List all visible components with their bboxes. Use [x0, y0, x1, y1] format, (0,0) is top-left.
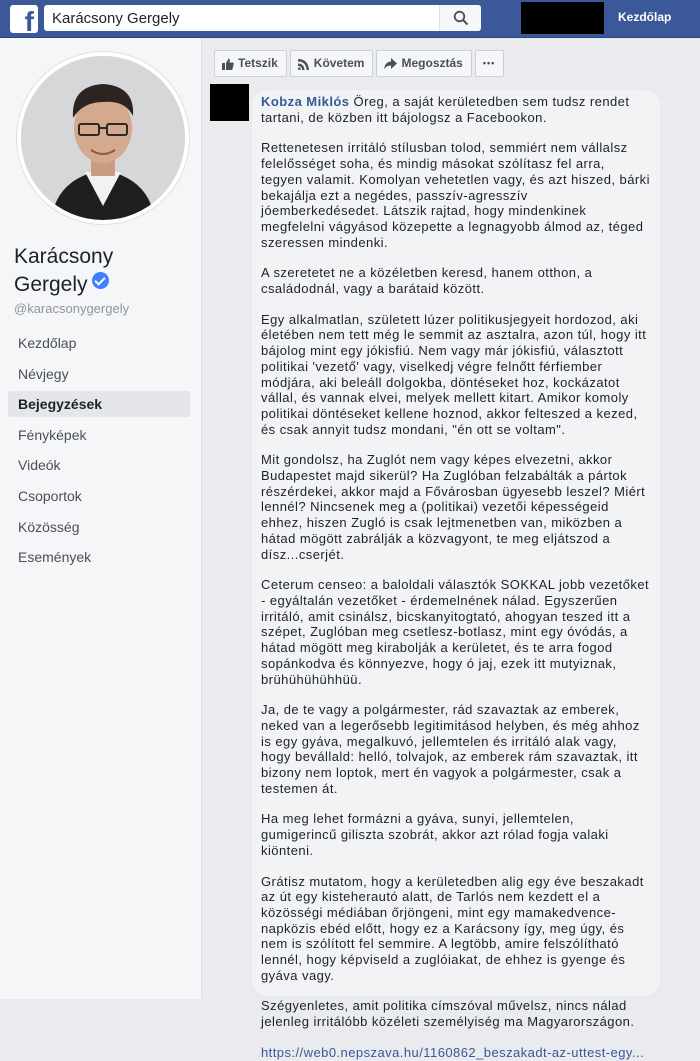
nav-item-groups[interactable]: Csoportok [18, 487, 82, 504]
follow-button[interactable] [290, 50, 374, 77]
search-icon [453, 10, 469, 26]
nav-item-videos[interactable]: Videók [18, 457, 61, 474]
comment-paragraph [261, 94, 650, 125]
profile-photo [21, 56, 185, 220]
comment-text: Öreg, a saját kerületedben sem tudsz rendet tartani, de közben itt bájologsz a Facebookon. [261, 94, 630, 125]
comment-paragraph: Grátisz mutatom, hogy a kerületedben alig egy éve beszakadt az út egy kisteherautó alatt, de Tarlós nem kezdett el a közösségi médiában őrjöngeni, mint egy mamakedvence-napközis ebéd előtt, hogy ez a Karácsony így, meg úgy, és nem is szólított fel semmire. A legtöbb, amire felszólítható lennél, hogy képviseld a zuglóiakat, de ehhez is gyenge és gyáva vagy. [261, 873, 644, 983]
comment-paragraph: Ceterum censeo: a baloldali választók SOKKAL jobb vezetőket - egyáltalán vezetőket - érdemelnének nálad. Egyszerűen irritáló, amit csinálsz, bicskanyitogtató, ahogyan teszed itt a szépet, Zuglóban meg csetlesz-botlasz, mint egy óvódás, a hátad mögött meg kirabolják a kerületet, és te arra fogod sopánkodva és könnyezve, hogy ó jaj, ezek itt mutyiznak, brühühühühhüü. [261, 577, 650, 687]
top-bar [0, 0, 700, 38]
like-label: Tetszik [238, 56, 278, 70]
facebook-logo-letter: f [24, 6, 34, 37]
rss-follow-icon [298, 58, 310, 70]
comment-paragraph: Ha meg lehet formázni a gyáva, sunyi, jellemtelen, gumigerincű giliszta szobrát, akkor azt rólad fogja valaki kiönteni. [261, 811, 609, 858]
comment-paragraph: Egy alkalmatlan, született lúzer politikusjegyeit hordozod, aki életében nem tett még le semmit az asztalra, azon túl, hogy itt bájolog mint egy jókisfiú. Nem vagy már jókisfiú, választott politikai 'vezető' vagy, viselkedj végre felnőtt férfiember módjára, aki beleáll dolgokba, döntéseket hoz, kockázatot vállal, és vannak elvei, melyek mellett kitart. Amikor komoly politikai döntéseket kellene hoznod, akkor felteszed a kezed, és csak annyit tudsz mondani, "én ott se voltam". [261, 311, 647, 437]
verified-badge-icon [92, 272, 109, 289]
search-value: Karácsony Gergely [52, 10, 180, 27]
comment-author[interactable]: Kobza Miklós [261, 94, 350, 109]
nav-item-community[interactable]: Közösség [18, 518, 80, 535]
comment-paragraph: A szeretetet ne a közéletben keresd, hanem otthon, a családodnál, vagy a barátaid között. [261, 265, 593, 297]
nav-item-posts[interactable]: Bejegyzések [8, 391, 190, 417]
profile-avatar[interactable] [17, 52, 189, 224]
nav-item-about[interactable]: Névjegy [18, 365, 69, 382]
comment-paragraph: Rettenetesen irritáló stílusban tolod, semmiért nem vállalsz felelősséget soha, és mindig másokat szólítasz fel arra, tegyen valamit. Komolyan vehetetlen vagy, és azt hiszed, bárki bekajálja ezt a negédes, passzív-agresszív jóemberkedésedet. Látszik rajtad, hogy mindenkinek megfelelni vágyásod közepette a legnagyobb álmod az, téged szeressen mindenki. [261, 140, 650, 250]
share-label: Megosztás [401, 56, 463, 70]
page-nav [8, 330, 190, 575]
like-button[interactable] [214, 50, 287, 77]
page-handle[interactable]: @karacsonygergely [14, 301, 130, 316]
page-title [14, 243, 194, 299]
share-arrow-icon [384, 58, 397, 70]
comment-bubble [252, 90, 660, 1060]
page-sidebar [0, 38, 202, 999]
nav-item-home[interactable]: Kezdőlap [18, 335, 77, 351]
page-actions [214, 50, 507, 77]
home-link[interactable]: Kezdőlap [618, 10, 672, 24]
share-button[interactable] [376, 50, 471, 77]
more-options-button[interactable] [475, 50, 504, 77]
redacted-user-block [521, 2, 604, 34]
thumbs-up-icon [222, 58, 234, 70]
comment-link[interactable]: https://web0.nepszava.hu/1160862_beszakadt-az-uttest-egy... [261, 1044, 645, 1060]
comment-paragraph: Ja, de te vagy a polgármester, rád szavaztak az emberek, neked van a legerősebb legitimitásod helyben, és még ahhoz is egy gyáva, megalkuvó, jellemtelen és irritáló alak vagy, hogy bevállald: helló, tolvajok, az emberek rám szavaztak, itt bizony nem loptok, mert én vagyok a polgármester, csak a testemen át. [261, 702, 640, 796]
search-input[interactable] [44, 5, 481, 31]
nav-item-photos[interactable]: Fényképek [18, 426, 87, 443]
search-button[interactable] [439, 5, 481, 31]
comment-paragraph: Mit gondolsz, ha Zuglót nem vagy képes elvezetni, akkor Budapestet majd sikerül? Ha Zuglóban felzabálták a pártok részérdekei, akkor majd a Fővárosban ügyesebb leszel? Miért lennél? Nincsenek meg a (politikai) vezetői képességeid ehhez, hiszen Zugló is csak lejtmenetben van, miközben a hátad mögött zabrálják a közvagyont, te meg eljátszod a dísz...cserjét. [261, 452, 646, 562]
follow-label: Követem [313, 56, 365, 70]
comment-paragraph: Szégyenletes, amit politika címszóval művelsz, nincs nálad jelenleg irritálóbb közéleti személyiség ma Magyarországon. [261, 998, 635, 1030]
commenter-avatar[interactable] [210, 84, 249, 121]
facebook-logo-icon[interactable] [10, 5, 38, 37]
more-icon: ••• [482, 58, 496, 68]
nav-item-events[interactable]: Események [18, 549, 92, 566]
page-title-line2: Gergely [14, 273, 88, 296]
page-title-line1: Karácsony [14, 245, 114, 268]
